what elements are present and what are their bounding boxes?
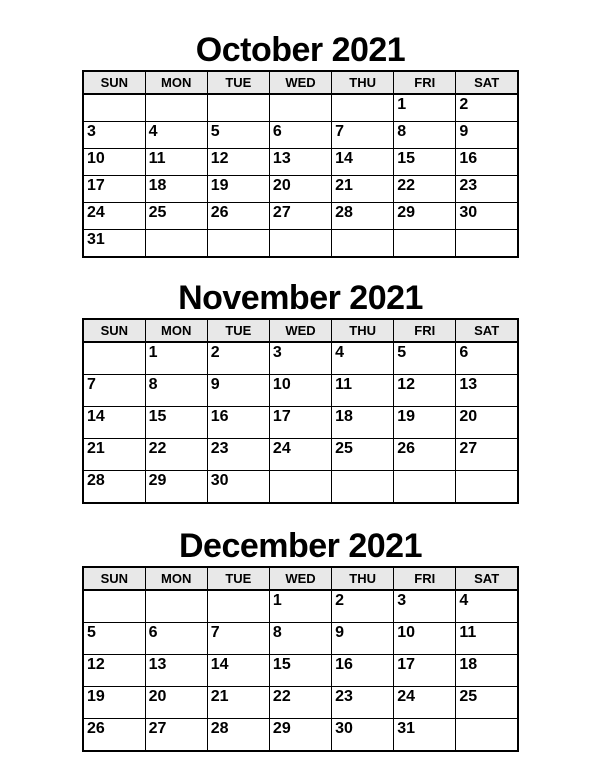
week-row	[83, 719, 518, 752]
week-row	[83, 407, 518, 439]
weekday-header: THU	[332, 567, 394, 590]
month-grid	[82, 70, 519, 258]
week-row	[83, 122, 518, 149]
empty-day-cell	[332, 230, 394, 258]
day-cell: 18	[456, 655, 518, 687]
day-cell: 4	[332, 342, 394, 375]
day-cell: 14	[83, 407, 145, 439]
day-cell: 17	[269, 407, 331, 439]
month-title: October 2021	[195, 31, 406, 69]
day-cell: 2	[332, 590, 394, 623]
day-cell: 8	[269, 623, 331, 655]
empty-day-cell	[332, 94, 394, 122]
empty-day-cell	[394, 471, 456, 504]
day-cell: 11	[456, 623, 518, 655]
day-cell: 10	[394, 623, 456, 655]
day-cell: 30	[332, 719, 394, 752]
empty-day-cell	[269, 230, 331, 258]
day-cell: 21	[332, 176, 394, 203]
empty-day-cell	[456, 471, 518, 504]
day-cell: 28	[332, 203, 394, 230]
day-cell: 22	[394, 176, 456, 203]
day-cell: 23	[456, 176, 518, 203]
day-cell: 15	[145, 407, 207, 439]
day-cell: 13	[269, 149, 331, 176]
day-cell: 5	[394, 342, 456, 375]
day-cell: 22	[269, 687, 331, 719]
month-title: December 2021	[178, 527, 422, 565]
day-cell: 23	[332, 687, 394, 719]
day-cell: 6	[456, 342, 518, 375]
empty-day-cell	[456, 719, 518, 752]
week-row	[83, 375, 518, 407]
day-cell: 18	[332, 407, 394, 439]
day-cell: 18	[145, 176, 207, 203]
day-cell: 11	[145, 149, 207, 176]
day-cell: 1	[394, 94, 456, 122]
day-cell: 21	[207, 687, 269, 719]
day-cell: 3	[83, 122, 145, 149]
day-cell: 10	[83, 149, 145, 176]
day-cell: 9	[456, 122, 518, 149]
weekday-header: TUE	[207, 71, 269, 94]
weekday-header: MON	[145, 567, 207, 590]
weekday-header-row	[83, 71, 518, 94]
day-cell: 9	[332, 623, 394, 655]
week-row	[83, 230, 518, 258]
day-cell: 5	[83, 623, 145, 655]
day-cell: 29	[145, 471, 207, 504]
weekday-header: SUN	[83, 319, 145, 342]
month-calendar	[82, 30, 519, 258]
week-row	[83, 94, 518, 122]
day-cell: 16	[207, 407, 269, 439]
day-cell: 12	[83, 655, 145, 687]
weekday-header: THU	[332, 71, 394, 94]
day-cell: 7	[207, 623, 269, 655]
day-cell: 20	[145, 687, 207, 719]
week-row	[83, 687, 518, 719]
week-row	[83, 439, 518, 471]
day-cell: 31	[394, 719, 456, 752]
empty-day-cell	[269, 94, 331, 122]
weekday-header-row	[83, 567, 518, 590]
day-cell: 16	[456, 149, 518, 176]
empty-day-cell	[332, 471, 394, 504]
day-cell: 30	[207, 471, 269, 504]
weekday-header: MON	[145, 319, 207, 342]
weekday-header: SAT	[456, 71, 518, 94]
day-cell: 20	[269, 176, 331, 203]
day-cell: 25	[456, 687, 518, 719]
day-cell: 2	[456, 94, 518, 122]
empty-day-cell	[207, 94, 269, 122]
month-grid	[82, 566, 519, 752]
weekday-header-row	[83, 319, 518, 342]
day-cell: 20	[456, 407, 518, 439]
weekday-header: FRI	[394, 319, 456, 342]
empty-day-cell	[456, 230, 518, 258]
day-cell: 26	[207, 203, 269, 230]
day-cell: 28	[83, 471, 145, 504]
day-cell: 27	[269, 203, 331, 230]
day-cell: 29	[269, 719, 331, 752]
month-calendar	[82, 526, 519, 752]
day-cell: 4	[145, 122, 207, 149]
day-cell: 19	[83, 687, 145, 719]
day-cell: 6	[145, 623, 207, 655]
day-cell: 21	[83, 439, 145, 471]
weekday-header: TUE	[207, 567, 269, 590]
week-row	[83, 590, 518, 623]
day-cell: 12	[394, 375, 456, 407]
weekday-header: TUE	[207, 319, 269, 342]
weekday-header: SUN	[83, 567, 145, 590]
weekday-header: WED	[269, 567, 331, 590]
weekday-header: MON	[145, 71, 207, 94]
day-cell: 25	[332, 439, 394, 471]
week-row	[83, 342, 518, 375]
empty-day-cell	[83, 590, 145, 623]
day-cell: 3	[269, 342, 331, 375]
day-cell: 27	[145, 719, 207, 752]
month-grid	[82, 318, 519, 504]
day-cell: 10	[269, 375, 331, 407]
day-cell: 6	[269, 122, 331, 149]
day-cell: 19	[207, 176, 269, 203]
month-title: November 2021	[178, 279, 423, 317]
day-cell: 1	[269, 590, 331, 623]
week-row	[83, 471, 518, 504]
day-cell: 24	[269, 439, 331, 471]
empty-day-cell	[394, 230, 456, 258]
day-cell: 8	[145, 375, 207, 407]
day-cell: 22	[145, 439, 207, 471]
weekday-header: WED	[269, 71, 331, 94]
empty-day-cell	[207, 590, 269, 623]
day-cell: 23	[207, 439, 269, 471]
week-row	[83, 203, 518, 230]
empty-day-cell	[145, 590, 207, 623]
week-row	[83, 623, 518, 655]
day-cell: 11	[332, 375, 394, 407]
weekday-header: SAT	[456, 567, 518, 590]
day-cell: 17	[83, 176, 145, 203]
day-cell: 17	[394, 655, 456, 687]
day-cell: 25	[145, 203, 207, 230]
day-cell: 24	[394, 687, 456, 719]
empty-day-cell	[83, 94, 145, 122]
empty-day-cell	[207, 230, 269, 258]
day-cell: 13	[456, 375, 518, 407]
day-cell: 13	[145, 655, 207, 687]
day-cell: 1	[145, 342, 207, 375]
empty-day-cell	[145, 230, 207, 258]
empty-day-cell	[83, 342, 145, 375]
day-cell: 3	[394, 590, 456, 623]
empty-day-cell	[145, 94, 207, 122]
day-cell: 9	[207, 375, 269, 407]
day-cell: 28	[207, 719, 269, 752]
weekday-header: THU	[332, 319, 394, 342]
day-cell: 29	[394, 203, 456, 230]
day-cell: 30	[456, 203, 518, 230]
day-cell: 26	[394, 439, 456, 471]
day-cell: 14	[207, 655, 269, 687]
day-cell: 27	[456, 439, 518, 471]
week-row	[83, 176, 518, 203]
day-cell: 5	[207, 122, 269, 149]
day-cell: 15	[394, 149, 456, 176]
day-cell: 24	[83, 203, 145, 230]
week-row	[83, 149, 518, 176]
weekday-header: SAT	[456, 319, 518, 342]
day-cell: 8	[394, 122, 456, 149]
weekday-header: FRI	[394, 567, 456, 590]
day-cell: 31	[83, 230, 145, 258]
day-cell: 2	[207, 342, 269, 375]
day-cell: 16	[332, 655, 394, 687]
weekday-header: SUN	[83, 71, 145, 94]
day-cell: 26	[83, 719, 145, 752]
day-cell: 4	[456, 590, 518, 623]
empty-day-cell	[269, 471, 331, 504]
week-row	[83, 655, 518, 687]
day-cell: 7	[83, 375, 145, 407]
weekday-header: WED	[269, 319, 331, 342]
day-cell: 19	[394, 407, 456, 439]
day-cell: 14	[332, 149, 394, 176]
day-cell: 7	[332, 122, 394, 149]
day-cell: 15	[269, 655, 331, 687]
month-calendar	[82, 278, 519, 504]
weekday-header: FRI	[394, 71, 456, 94]
day-cell: 12	[207, 149, 269, 176]
